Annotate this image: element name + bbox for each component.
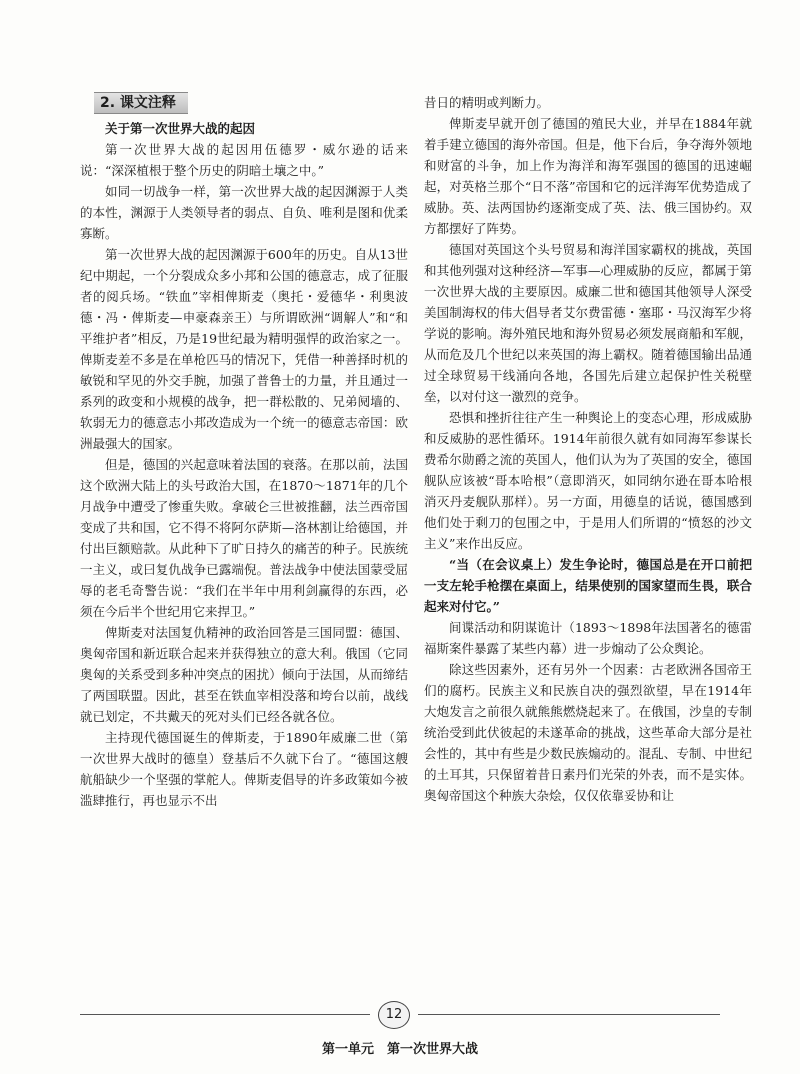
paragraph: 主持现代德国诞生的俾斯麦，于1890年威廉二世（第一次世界大战时的德皇）登基后不久就下台了。“德国这艘航船缺少一个坚强的掌舵人。俾斯麦倡导的许多政策如今被滥肆推行，再也显示不出 bbox=[80, 730, 408, 808]
paragraph: 如同一切战争一样，第一次世界大战的起因渊源于人类的本性，渊源于人类领导者的弱点、自负、唯利是图和优柔寡断。 bbox=[80, 184, 408, 241]
footer-rule-left bbox=[80, 1014, 370, 1015]
paragraph: 但是，德国的兴起意味着法国的衰落。在那以前，法国这个欧洲大陆上的头号政治大国，在1870～1871年的几个月战争中遭受了惨重失败。拿破仑三世被推翻，法兰西帝国变成了共和国，它不得不将阿尔萨斯—洛林割让给德国，并付出巨额赔款。从此种下了旷日持久的痛苦的种子。民族统一主义，或曰复仇战争已露端倪。普法战争中使法国蒙受屈辱的老毛奇警告说：“我们在半年中用利剑赢得的东西，必须在今后半个世纪用它来捍卫。” bbox=[80, 457, 408, 619]
section-title: 2. 课文注释 bbox=[94, 92, 188, 114]
paragraph-quote: “当（在会议桌上）发生争论时，德国总是在开口前把一支左轮手枪摆在桌面上，结果使别的国家望而生畏，联合起来对付它。” bbox=[424, 557, 752, 614]
paragraph: 恐惧和挫折往往产生一种舆论上的变态心理，形成威胁和反威胁的恶性循环。1914年前很久就有如同海军参谋长费希尔勋爵之流的英国人，他们认为为了英国的安全，德国舰队应该被“哥本哈根”（意即消灭，如同纳尔逊在哥本哈根消灭丹麦舰队那样）。另一方面，用德皇的话说，德国感到他们处于剩刀的包围之中，于是用人们所谓的“愤怒的沙文主义”来作出反应。 bbox=[424, 410, 752, 551]
footer-rule-right bbox=[418, 1014, 720, 1015]
paragraph: 德国对英国这个头号贸易和海洋国家霸权的挑战，英国和其他列强对这种经济—军事—心理威胁的反应，都属于第一次世界大战的主要原因。威廉二世和德国其他领导人深受美国制海权的伟大倡导者艾尔费雷德・塞耶・马汉海军少将学说的影响。海外殖民地和海外贸易必须发展商船和军舰，从而危及几个世纪以来英国的海上霸权。随着德国输出品通过全球贸易干线涌向各地，各国先后建立起保护性关税壁垒，以对付这一激烈的竞争。 bbox=[424, 242, 752, 404]
paragraph: 间谍活动和阴谋诡计（1893～1898年法国著名的德雷福斯案件暴露了某些内幕）进一步煽动了公众舆论。 bbox=[424, 620, 752, 656]
page-number: 12 bbox=[378, 1001, 410, 1029]
left-column bbox=[80, 92, 408, 811]
section-subhead: 关于第一次世界大战的起因 bbox=[105, 121, 256, 136]
right-column bbox=[424, 92, 752, 806]
unit-title: 第一单元 第一次世界大战 bbox=[321, 1042, 478, 1057]
paragraph: 俾斯麦对法国复仇精神的政治回答是三国同盟：德国、奥匈帝国和新近联合起来并获得独立的意大利。俄国（它同奥匈的关系受到多种冲突点的困扰）倾向于法国，从而缔结了两国联盟。因此，甚至在铁血宰相没落和垮台以前，战线就已划定，不共戴天的死对头们已经各就各位。 bbox=[80, 625, 408, 724]
paragraph-continued: 昔日的精明或判断力。 bbox=[424, 95, 550, 110]
paragraph: 除这些因素外，还有另外一个因素：古老欧洲各国帝王们的腐朽。民族主义和民族自决的强烈欲望，早在1914年大炮发言之前很久就熊熊燃烧起来了。在俄国，沙皇的专制统治受到此伏彼起的未遂革命的挑战，这些革命大部分是社会性的，其中有些是少数民族煽动的。混乱、专制、中世纪的土耳其，只保留着昔日素丹们光荣的外表，而不是实体。奥匈帝国这个种族大杂烩，仅仅依靠妥协和让 bbox=[424, 662, 752, 803]
paragraph: 俾斯麦早就开创了德国的殖民大业，并早在1884年就着手建立德国的海外帝国。但是，他下台后，争夺海外领地和财富的斗争，加上作为海洋和海军强国的德国的迅速崛起，对英格兰那个“日不落”帝国和它的远洋海军优势造成了威胁。英、法两国协约逐渐变成了英、法、俄三国协约。双方都摆好了阵势。 bbox=[424, 116, 752, 236]
paragraph: 第一次世界大战的起因用伍德罗・威尔逊的话来说：“深深植根于整个历史的阴暗土壤之中。” bbox=[80, 142, 408, 178]
paragraph: 第一次世界大战的起因渊源于600年的历史。自从13世纪中期起，一个分裂成众多小邦和公国的德意志，成了征服者的阅兵场。“铁血”宰相俾斯麦（奥托・爱德华・利奥波德・冯・俾斯麦—申豪森亲王）与所谓欧洲“调解人”和“和平维护者”相反，乃是19世纪最为精明强悍的政治家之一。俾斯麦差不多是在单枪匹马的情况下，凭借一种善择时机的敏锐和罕见的外交手腕，加强了普鲁士的力量，并且通过一系列的政变和小规模的战争，把一群松散的、兄弟阋墙的、软弱无力的德意志小邦改造成为一个统一的德意志帝国：欧洲最强大的国家。 bbox=[80, 247, 408, 451]
